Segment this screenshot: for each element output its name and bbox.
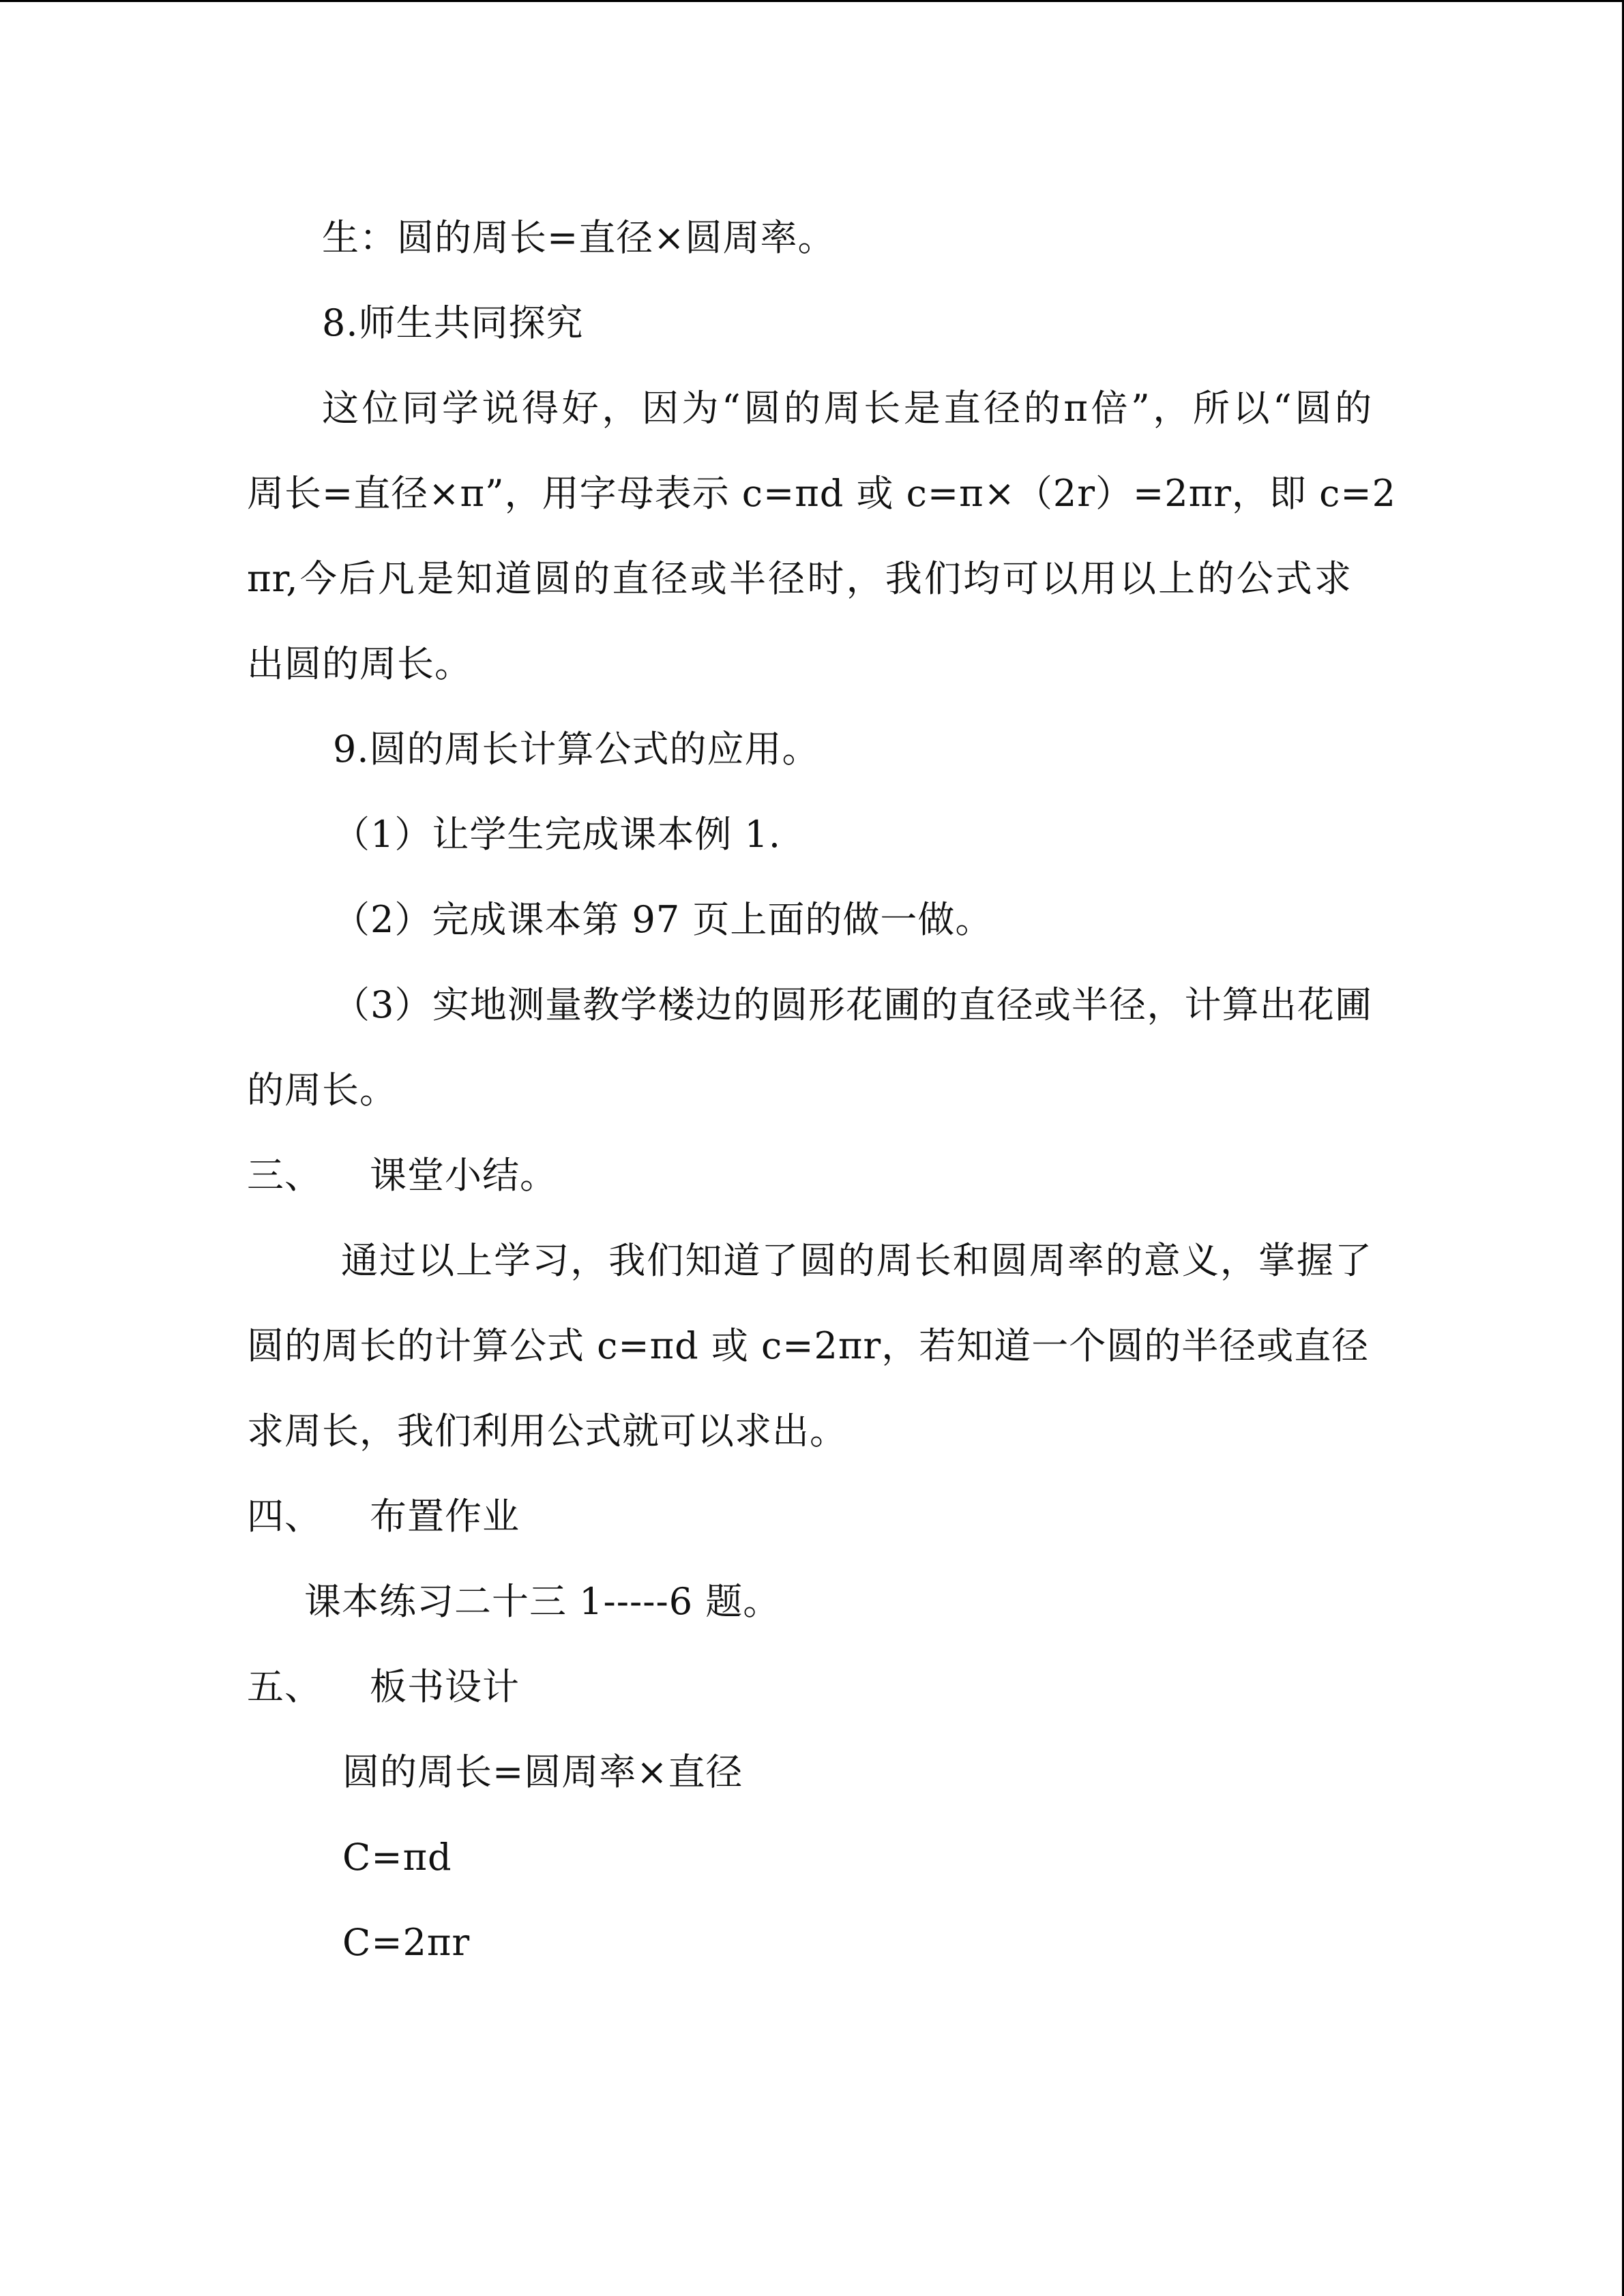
paragraph-explanation-line-4: 出圆的周长。 — [247, 642, 472, 685]
paragraph-explanation-line-1: 这位同学说得好，因为“圆的周长是直径的π倍”，所以“圆的 — [322, 387, 1372, 430]
student-answer-line: 生：圆的周长=直径×圆周率。 — [322, 216, 836, 259]
section-5-heading — [247, 1666, 520, 1708]
summary-line-3: 求周长，我们利用公式就可以求出。 — [247, 1410, 847, 1452]
paragraph-explanation-line-2: 周长=直径×π”，用字母表示 c=πd 或 c=π×（2r）=2πr，即 c=2 — [247, 472, 1396, 515]
section-number: 五、 — [247, 1665, 322, 1708]
summary-line-2: 圆的周长的计算公式 c=πd 或 c=2πr，若知道一个圆的半径或直径 — [247, 1324, 1370, 1367]
section-4-heading — [247, 1495, 520, 1538]
homework-text: 课本练习二十三 1-----6 题。 — [304, 1580, 781, 1623]
board-formula-radius: C=2πr — [342, 1921, 471, 1964]
summary-line-1: 通过以上学习，我们知道了圆的周长和圆周率的意义，掌握了 — [341, 1239, 1372, 1282]
step-9-heading: 9.圆的周长计算公式的应用。 — [333, 728, 820, 771]
section-3-heading — [247, 1154, 557, 1197]
board-formula-words: 圆的周长=圆周率×直径 — [342, 1750, 743, 1793]
section-title: 板书设计 — [370, 1665, 520, 1708]
section-number: 四、 — [247, 1495, 322, 1538]
application-item-2: （2）完成课本第 97 页上面的做一做。 — [333, 898, 993, 941]
section-number: 三、 — [247, 1154, 322, 1197]
application-item-1: （1）让学生完成课本例 1. — [333, 813, 782, 856]
board-formula-diameter: C=πd — [342, 1836, 452, 1879]
section-title: 课堂小结。 — [370, 1154, 557, 1197]
paragraph-explanation-line-3: πr,今后凡是知道圆的直径或半径时，我们均可以用以上的公式求 — [247, 557, 1352, 600]
application-item-3-line-1: （3）实地测量教学楼边的圆形花圃的直径或半径，计算出花圃 — [333, 983, 1372, 1026]
section-title: 布置作业 — [370, 1495, 520, 1538]
step-8-heading: 8.师生共同探究 — [322, 301, 584, 344]
application-item-3-line-2: 的周长。 — [247, 1069, 397, 1112]
